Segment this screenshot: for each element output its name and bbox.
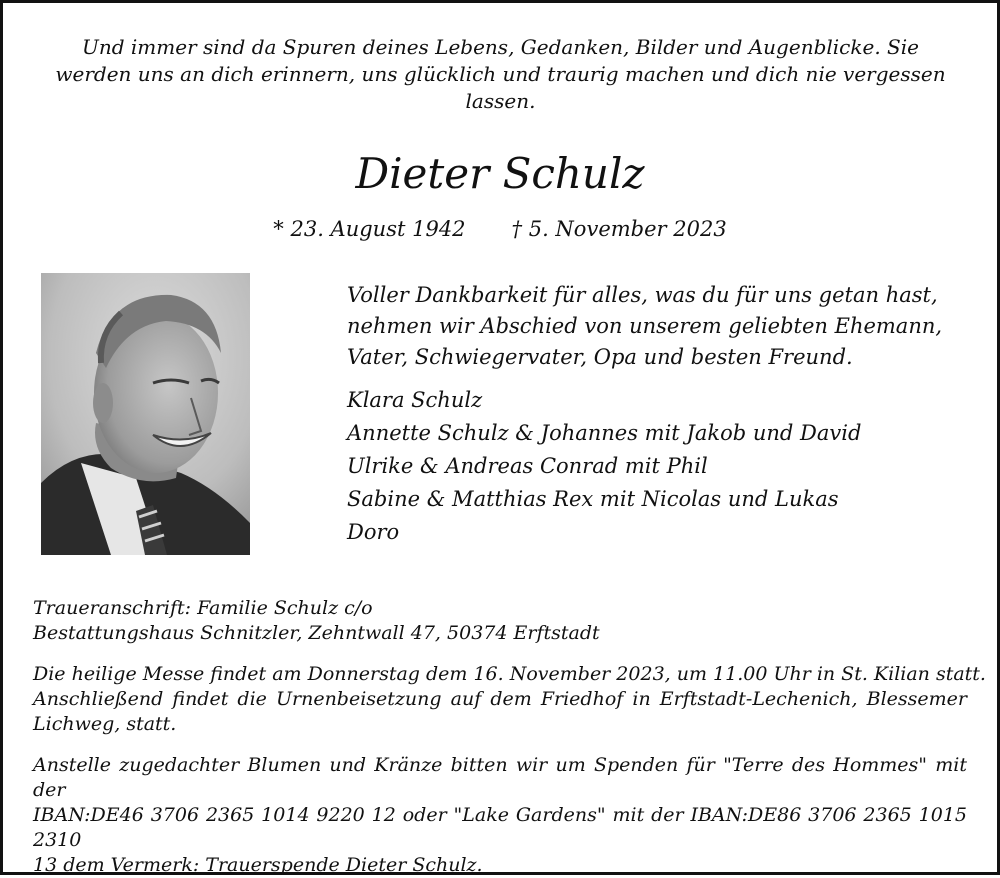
death-date: † 5. November 2023	[511, 217, 727, 241]
service-details	[33, 662, 986, 737]
life-dates	[3, 215, 997, 243]
donation-line: 13 dem Vermerk: Trauerspende Dieter Schulz.	[33, 854, 483, 876]
mourners-list	[347, 384, 861, 549]
address-line: Traueranschrift: Familie Schulz c/o	[33, 597, 373, 619]
service-line: Anschließend findet die Urnenbeisetzung auf dem Friedhof in Erftstadt-Lechenich, Blessemer	[33, 688, 967, 710]
mourner-entry: Doro	[347, 520, 400, 544]
portrait-photo	[41, 273, 250, 555]
donation-request	[33, 753, 967, 878]
mourner-entry: Ulrike & Andreas Conrad mit Phil	[347, 454, 708, 478]
birth-date: * 23. August 1942	[273, 217, 466, 241]
donation-line: Anstelle zugedachter Blumen und Kränze bitten wir um Spenden für "Terre des Hommes" mit der	[33, 754, 967, 801]
intro-text: Voller Dankbarkeit für alles, was du für uns getan hast, nehmen wir Abschied von unserem geliebten Ehemann, Vater, Schwiegervater, Opa und besten Freund.	[347, 283, 943, 369]
service-line: Lichweg, statt.	[33, 713, 177, 735]
address-line: Bestattungshaus Schnitzler, Zehntwall 47, 50374 Erftstadt	[33, 622, 600, 644]
mourner-entry: Annette Schulz & Johannes mit Jakob und David	[347, 421, 862, 445]
mourner-entry: Klara Schulz	[347, 388, 483, 412]
mourner-entry: Sabine & Matthias Rex mit Nicolas und Lukas	[347, 487, 839, 511]
mourning-address	[33, 596, 973, 646]
motto-quote: Und immer sind da Spuren deines Lebens, Gedanken, Bilder und Augenblicke. Sie werden uns an dich erinnern, uns glücklich und traurig machen und dich nie vergessen lassen.	[55, 35, 946, 113]
donation-line: IBAN:DE46 3706 2365 1014 9220 12 oder "Lake Gardens" mit der IBAN:DE86 3706 2365 1015 2310	[33, 804, 967, 851]
deceased-name: Dieter Schulz	[355, 149, 645, 198]
service-line: Die heilige Messe findet am Donnerstag dem 16. November 2023, um 11.00 Uhr in St. Kilian statt.	[33, 663, 986, 685]
